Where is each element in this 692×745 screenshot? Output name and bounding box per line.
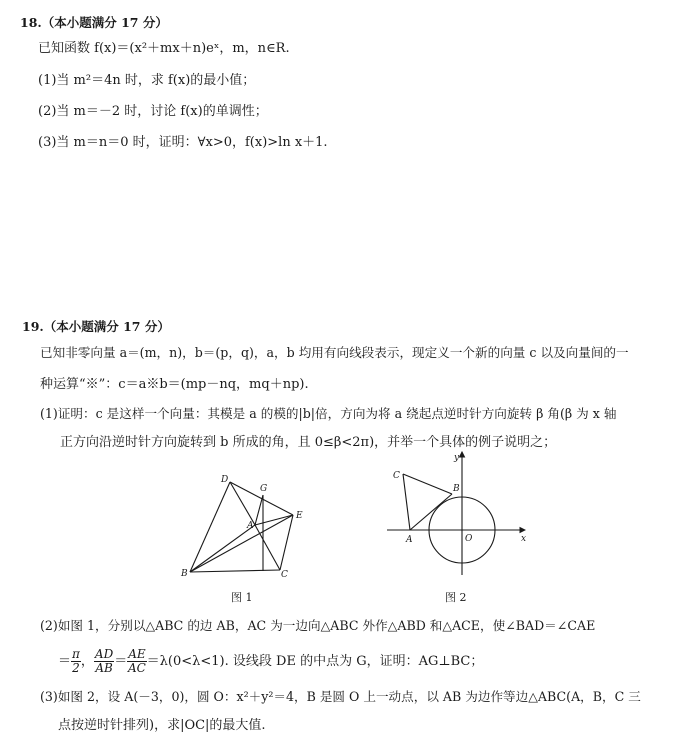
q19-stem-line2: 种运算“※”：c＝a※b＝(mp－nq，mq＋np). [40, 377, 309, 392]
q19-part2-line1: (2)如图 1，分别以△ABC 的边 AB，AC 为一边向△ABC 外作△ABD 和△ACE，使∠BAD＝∠CAE [40, 618, 596, 633]
q18-part3: (3)当 m＝n＝0 时，证明：∀x>0，f(x)>ln x＋1. [38, 135, 328, 150]
q19-stem-line1: 已知非零向量 a＝(m，n)，b＝(p，q)，a，b 均用有向线段表示，现定义一个新的向量 c 以及向量间的一 [40, 345, 629, 360]
frac1-numerator: π [72, 647, 80, 661]
fig1-label-d: D [221, 475, 229, 485]
fig2-label-c: C [393, 471, 400, 481]
q19-part3-line2: 点按逆时针排列)，求|OC|的最大值. [58, 718, 266, 733]
fig1-segment-db [190, 482, 230, 572]
q18-part2: (2)当 m＝－2 时，讨论 f(x)的单调性； [38, 104, 268, 119]
fig1-label-a: A [247, 521, 254, 531]
fig1-segment-ag [255, 495, 263, 525]
fig1-label-g: G [260, 484, 268, 494]
frac1-denominator: 2 [72, 661, 80, 675]
q19-part3-line1: (3)如图 2，设 A(－3，0)，圆 O：x²＋y²＝4，B 是圆 O 上一动点，以 AB 为边作等边△ABC(A，B，C 三 [40, 689, 641, 704]
q18-part1: (1)当 m²＝4n 时，求 f(x)的最小值； [38, 73, 256, 88]
q19-part2-line2 [58, 648, 483, 676]
fig2-label-o: O [465, 534, 473, 544]
fraction-pi-over-2 [71, 648, 81, 675]
fig2-label-x: x [521, 534, 527, 544]
q19-part2-sep: ， [80, 654, 94, 669]
fig2-label-a: A [406, 535, 413, 545]
q18-stem: 已知函数 f(x)＝(x²＋mx＋n)eˣ，m，n∈R. [38, 41, 290, 56]
fig2-label-b: B [453, 484, 460, 494]
frac3-denominator: AC [128, 661, 146, 675]
frac2-numerator: AD [94, 647, 114, 661]
fig1-segment-ba [190, 525, 255, 572]
figure-2 [385, 450, 535, 580]
q19-part2-tail: ＝λ(0<λ<1). 设线段 DE 的中点为 G，证明：AG⊥BC； [146, 654, 484, 669]
fig2-segment-ac [403, 474, 410, 530]
figure-1-caption: 图 1 [231, 591, 253, 604]
q19-part1-line2: 正方向沿逆时针方向旋转到 b 所成的角，且 0≤β<2π)，并举一个具体的例子说明之； [60, 435, 557, 450]
fraction-ae-over-ac [127, 648, 146, 675]
fig1-segment-be [190, 515, 293, 572]
q19-part2-eq: ＝ [114, 654, 128, 669]
fig1-label-b: B [181, 569, 188, 579]
fig2-label-y: y [454, 453, 460, 463]
q19-header: 19.（本小题满分 17 分） [22, 319, 170, 334]
fig1-segment-ac [255, 525, 280, 570]
fig1-label-e: E [296, 511, 303, 521]
fraction-ad-over-ab [94, 648, 114, 675]
frac3-numerator: AE [128, 647, 146, 661]
q19-part2-eq-prefix: ＝ [58, 654, 72, 669]
fig1-segment-bc [190, 570, 280, 572]
fig2-segment-ab [410, 494, 452, 530]
frac2-denominator: AB [95, 661, 113, 675]
figure-2-caption: 图 2 [445, 591, 467, 604]
fig1-label-c: C [281, 570, 288, 580]
q19-part1-line1: (1)证明：c 是这样一个向量：其模是 a 的模的|b|倍，方向为将 a 绕起点逆时针方向旋转 β 角(β 为 x 轴 [40, 406, 617, 421]
q18-header: 18.（本小题满分 17 分） [20, 15, 168, 30]
figure-1 [175, 470, 315, 580]
fig1-segment-ec [280, 515, 293, 570]
fig1-segment-ae [255, 515, 293, 525]
fig2-segment-cb [403, 474, 452, 494]
